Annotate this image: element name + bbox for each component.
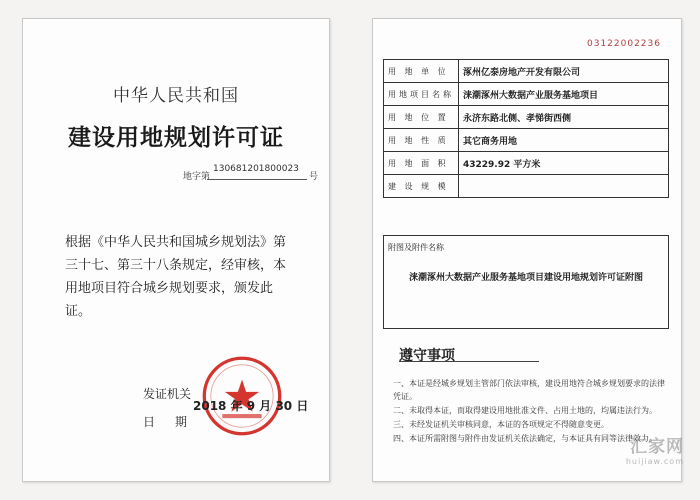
certificate-left-page (22, 18, 330, 482)
row-value: 其它商务用地 (459, 129, 669, 152)
list-item: 三、未经发证机关审核同意，本证的各项规定不得随意变更。 (393, 420, 609, 429)
row-label: 用 地 面 积 (384, 152, 459, 175)
table-row (384, 106, 669, 129)
table-row (384, 152, 669, 175)
certificate-title: 建设用地规划许可证 (68, 125, 284, 151)
table-row (384, 83, 669, 106)
row-label: 用 地 单 位 (384, 60, 459, 83)
land-info-table (383, 59, 669, 198)
list-item: 一、本证是经城乡规划主管部门依法审核，建设用地符合城乡规划要求的法律凭证。 (393, 379, 665, 401)
issue-date: 2018 年 9 月 30 日 (193, 399, 309, 413)
certificate-number-label: 地字第 (183, 172, 211, 182)
date-label: 日期 (143, 415, 208, 429)
watermark-title: 汇家网 (630, 437, 684, 457)
notice-list (393, 377, 665, 446)
certificate-number-suffix: 号 (309, 172, 319, 182)
certificate-body-text: 根据《中华人民共和国城乡规划法》第三十七、第三十八条规定，经审核，本用地项目符合城乡规划要求，颁发此证。 (65, 235, 287, 319)
official-seal (201, 355, 283, 437)
row-value: 43229.92 平方米 (459, 152, 669, 175)
issuing-authority-label: 发证机关 (143, 387, 192, 401)
seal-text-mark (222, 414, 261, 418)
attachment-box (383, 235, 669, 329)
certificate-number-value: 130681201800023 (213, 164, 299, 174)
table-row (384, 175, 669, 198)
notice-title: 遵守事项 (399, 348, 455, 364)
nation-title: 中华人民共和国 (113, 86, 239, 106)
row-value (459, 175, 669, 198)
watermark-url: huijiaw.com (625, 457, 684, 466)
certificate-number-underline (207, 179, 307, 180)
attachment-label: 附图及附件名称 (388, 243, 444, 252)
row-label: 建 设 规 模 (384, 175, 459, 198)
row-label: 用 地 位 置 (384, 106, 459, 129)
table-row (384, 129, 669, 152)
certificate-right-page (372, 18, 682, 482)
site-watermark (626, 432, 684, 466)
serial-number: 03122002236 (587, 39, 661, 49)
row-label: 用 地 性 质 (384, 129, 459, 152)
row-label: 用地项目名称 (384, 83, 459, 106)
row-value: 涞潮涿州大数据产业服务基地项目 (459, 83, 669, 106)
table-row (384, 60, 669, 83)
attachment-text: 涞潮涿州大数据产业服务基地项目建设用地规划许可证附图 (408, 273, 643, 283)
row-value: 永济东路北侧、孝悌街西侧 (459, 106, 669, 129)
list-item: 二、未取得本证，而取得建设用地批准文件、占用土地的，均属违法行为。 (393, 406, 657, 415)
row-value: 涿州亿泰房地产开发有限公司 (459, 60, 669, 83)
list-item: 四、本证所需附图与附件由发证机关依法确定，与本证具有同等法律效力。 (393, 434, 657, 443)
notice-divider (399, 361, 539, 362)
